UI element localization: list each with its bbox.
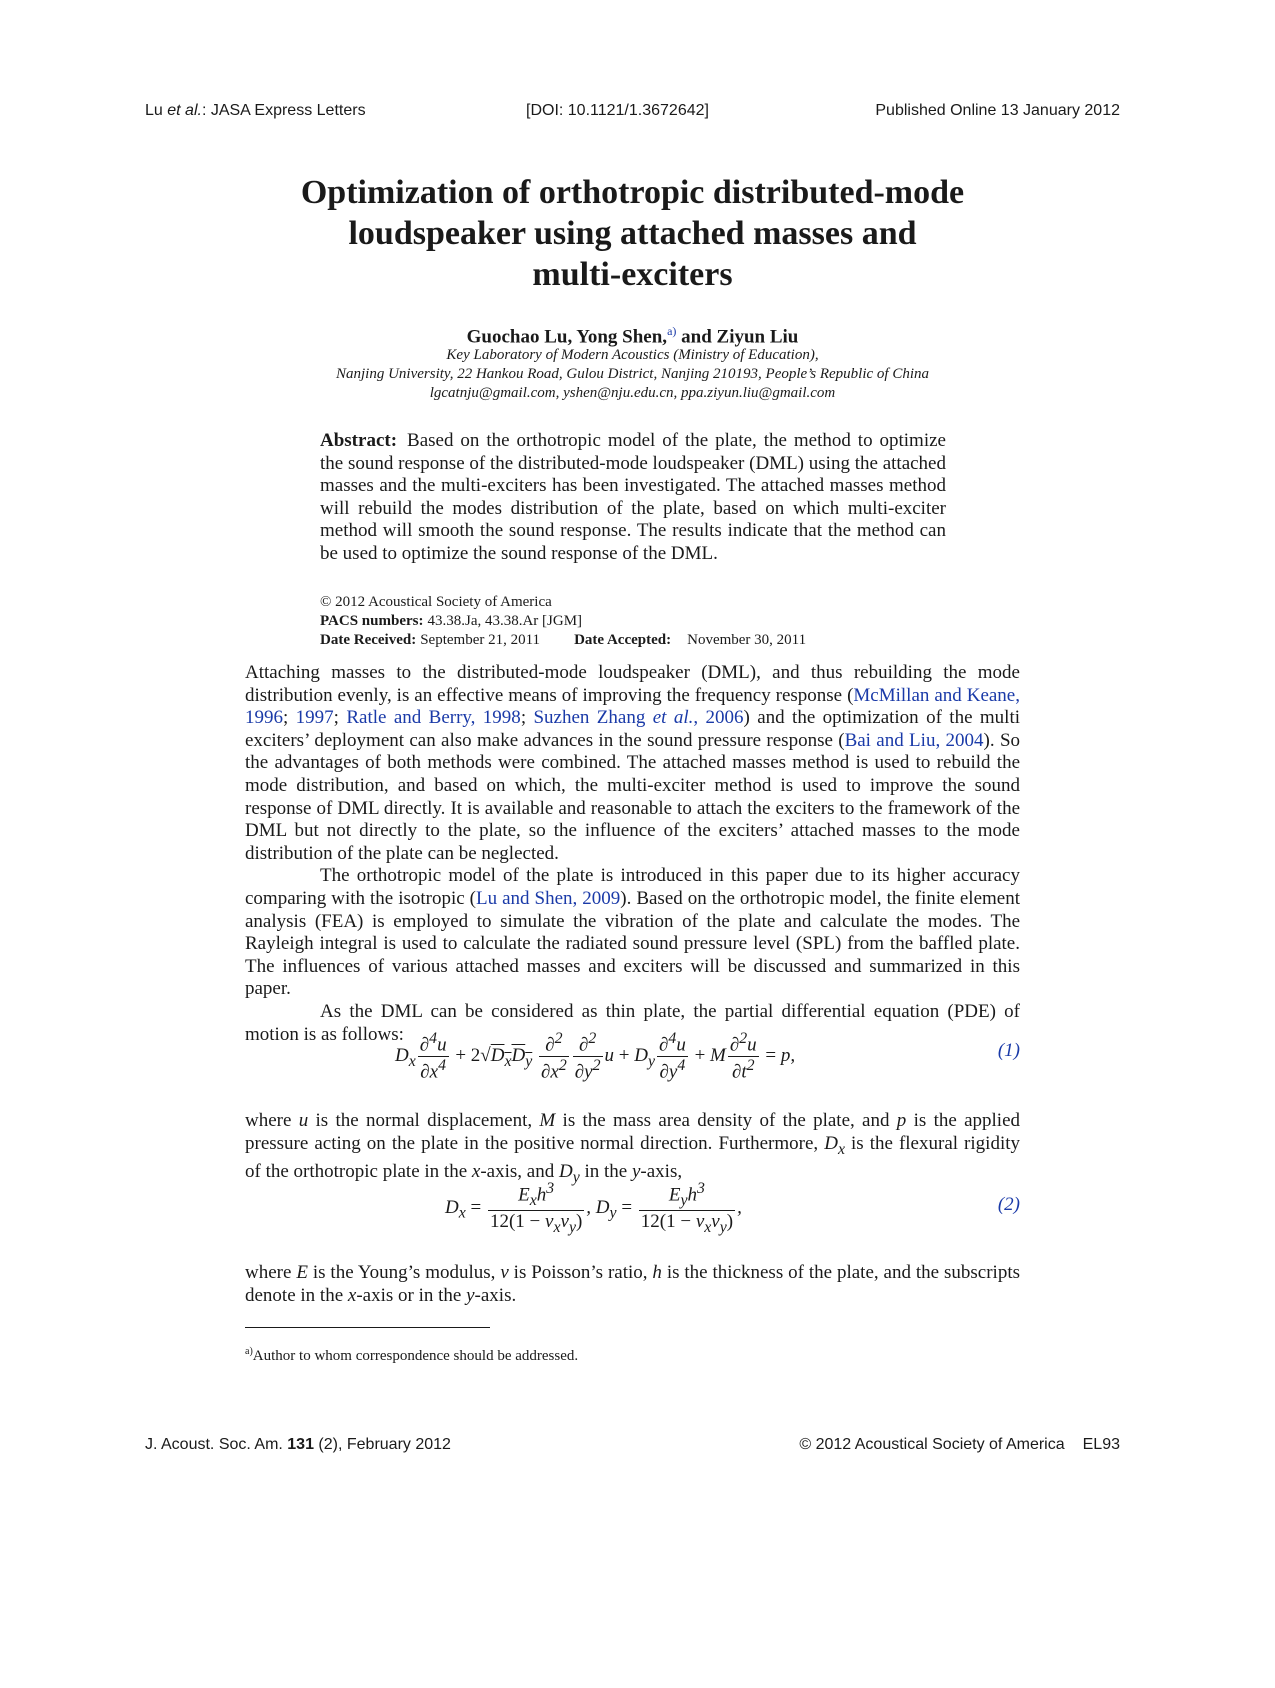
header-doi: [DOI: 10.1121/1.3672642]	[526, 102, 709, 119]
citation-link[interactable]: Bai and Liu, 2004	[844, 729, 984, 751]
pacs-line: PACS numbers: 43.38.Ja, 43.38.Ar [JGM]	[320, 613, 583, 629]
body-paragraph: Attaching masses to the distributed-mode loudspeaker (DML), and thus rebuilding the mode distribution evenly, is an effective means of improving the frequency response (McMillan and Keane, 1996; 1997; Ratle and Berry, 1998; Suzhen Zhang et al., 2006) and the optimization of the multi exciters’ deployment can also make advances in the sound pressure response (Bai and Liu, 2004). So the advantages of both methods were combined. The attached masses method is used to rebuild the mode distribution, and based on which, the multi-exciter method is used to improve the sound response of DML directly. It is available and reasonable to attach the exciters to the framework of the DML but not directly to the plate, so the influence of the exciters’ attached masses to the mode distribution of the plate can be neglected. The orthotropic model of the plate is introduced in this paper due to its higher accuracy comparing with the isotropic (Lu and Shen, 2009). Based on the orthotropic model, the finite element analysis (FEA) is employed to simulate the vibration of the plate and calculate the modes. The Rayleigh integral is used to calculate the radiated sound pressure level (SPL) from the baffled plate. The influences of various attached masses and exciters will be discussed and summarized in this paper. As the DML can be considered as thin plate, the partial differential equation (PDE) of motion is as follows:	[245, 662, 1021, 1045]
citation-link[interactable]: McMillan and Keane, 1996	[245, 684, 1020, 729]
copyright-line: © 2012 Acoustical Society of America	[320, 594, 552, 610]
affiliation-line: Nanjing University, 22 Hankou Road, Gulou District, Nanjing 210193, People’s Republic of China	[335, 366, 930, 382]
header-citation: Lu et al.: JASA Express Letters	[145, 102, 366, 119]
paper-title: Optimization of orthotropic distributed-mode loudspeaker using attached masses and multi-exciters	[300, 174, 965, 293]
body-paragraph: where E is the Young’s modulus, v is Poisson’s ratio, h is the thickness of the plate, and the subscripts denote in the x-axis or in the y-axis.	[245, 1262, 1020, 1306]
author-list: Guochao Lu, Yong Shen,$^{a)}$ and Ziyun Liu	[466, 324, 799, 348]
abstract-label: Abstract:	[320, 430, 398, 451]
footnote: $^{a)}$Author to whom correspondence should be addressed.	[245, 1346, 579, 1364]
footer-copyright-page: © 2012 Acoustical Society of America EL93	[799, 1436, 1120, 1453]
footer-journal: J. Acoust. Soc. Am. 131 (2), February 2012	[145, 1436, 451, 1453]
equation-number[interactable]: (1)	[997, 1040, 1020, 1061]
citation-link[interactable]: Lu and Shen, 2009	[476, 887, 621, 909]
author-emails: lgcatnju@gmail.com, yshen@nju.edu.cn, ppa.ziyun.liu@gmail.com	[429, 385, 836, 401]
affiliation-line: Key Laboratory of Modern Acoustics (Ministry of Education),	[446, 347, 819, 363]
running-header	[145, 102, 1120, 126]
citation-link[interactable]: Ratle and Berry, 1998	[346, 707, 521, 729]
dates-line: Date Received: September 21, 2011 Date Accepted: November 30, 2011	[320, 632, 807, 648]
equation-number[interactable]: (2)	[997, 1194, 1020, 1215]
abstract-text: Based on the orthotropic model of the plate, the method to optimize the sound response of the distributed-mode loudspeaker (DML) using the attached masses and the multi-exciters has been investigated. The attached masses method will rebuild the modes distribution of the plate, based on which multi-exciter method will smooth the sound response. The results indicate that the method can be used to optimize the sound response of the DML.	[320, 430, 946, 564]
citation-link[interactable]: 1997	[295, 707, 334, 729]
header-published-date: Published Online 13 January 2012	[875, 102, 1120, 119]
citation-link[interactable]: Suzhen Zhang et al., 2006	[533, 707, 744, 729]
footnote-divider	[245, 1327, 490, 1328]
equation-1: $D_x$ $\frac{\partial^4u}{\partial x^4}$ + $2√D_xD_y$ $\frac{\partial^2}{\partial x^2}$ $\frac{\partial^2}{\partial y^2}$ $u + D_y$ $\frac{\partial^4u}{\partial y^4}$ + M $\frac{\partial^2u}{\partial t^2}$ = p, (1)	[395, 1030, 1020, 1083]
equation-2: $D_x$ = $\frac{E_xh^3}{12(1 - v_xv_y)}$ , $D_y$ = $\frac{E_yh^3}{12(1 - v_xv_y)}$ , (2)	[445, 1180, 1020, 1236]
body-paragraph: where u is the normal displacement, M is the mass area density of the plate, and p is the applied pressure acting on the plate in the positive normal direction. Furthermore, $D_x$ is the flexural rigidity of the orthotropic plate in the x-axis, and $D_y$ in the y-axis,	[245, 1110, 1021, 1186]
abstract	[320, 430, 946, 566]
footnote-link[interactable]: a)	[667, 324, 677, 338]
